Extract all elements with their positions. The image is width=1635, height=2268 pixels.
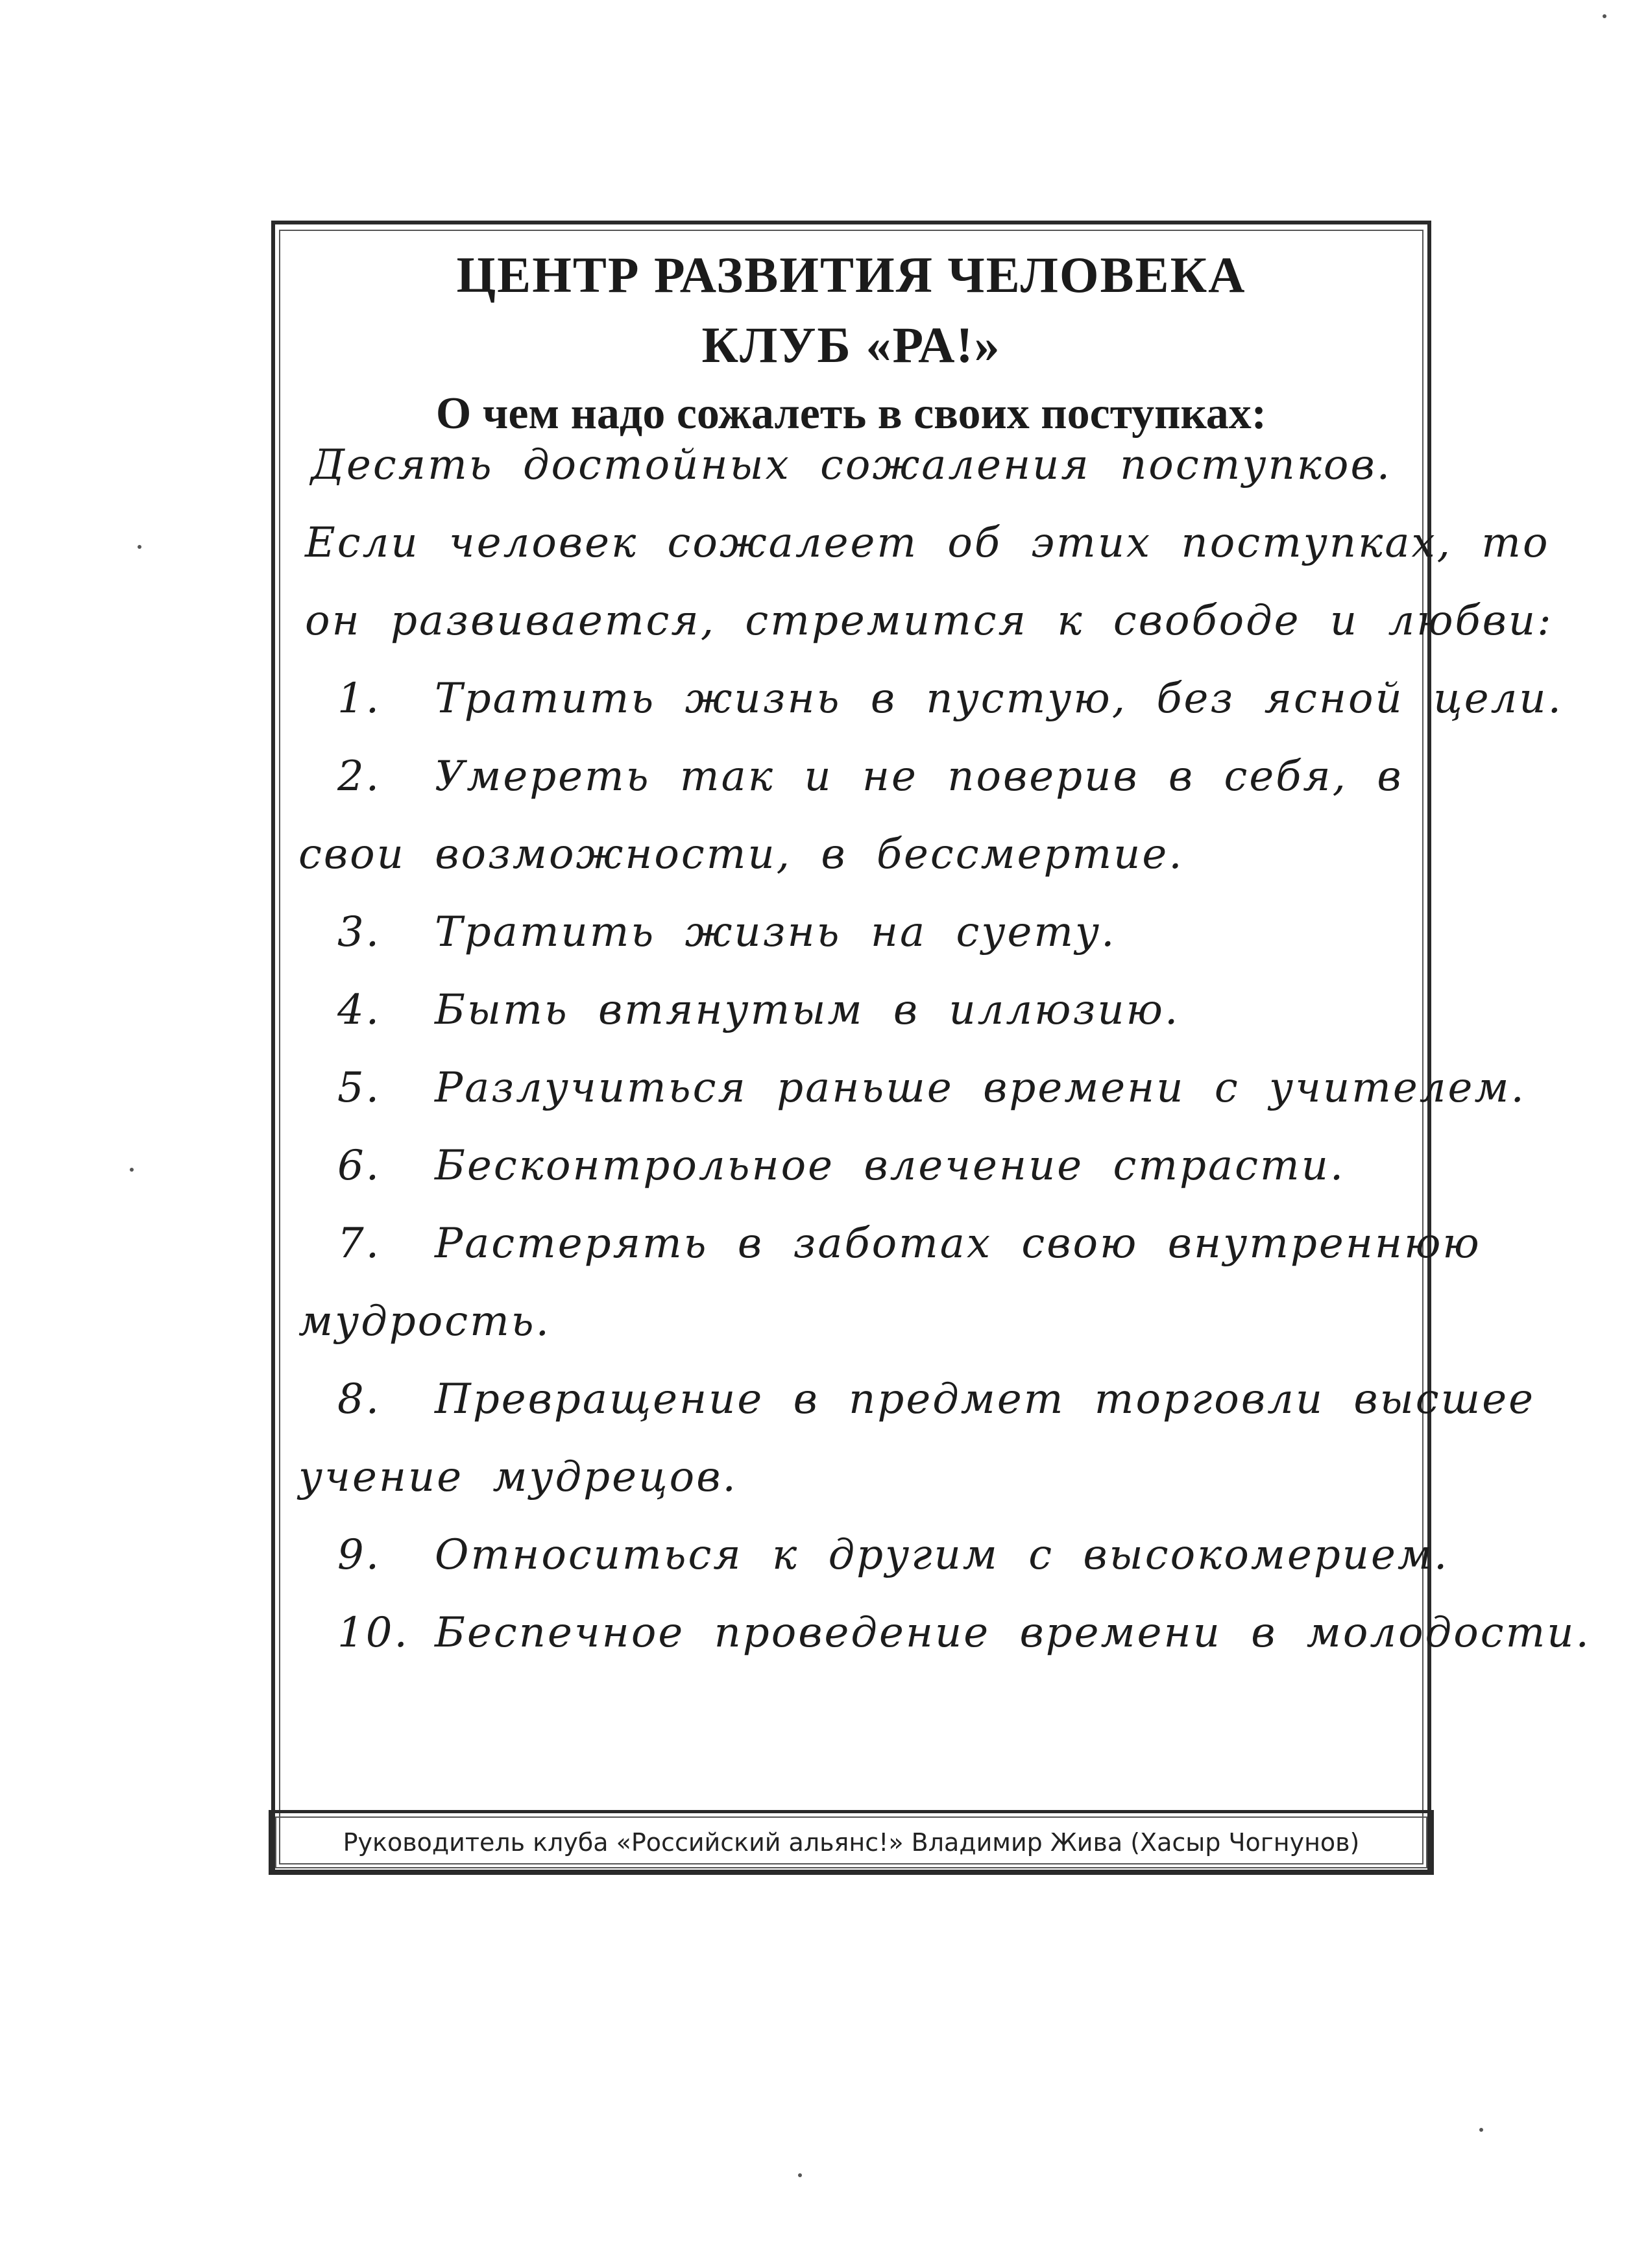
item-text: Разлучиться раньше времени с учителем. <box>435 1064 1526 1112</box>
item-text: Быть втянутым в иллюзию. <box>435 986 1180 1034</box>
header-title: ЦЕНТР РАЗВИТИЯ ЧЕЛОВЕКА <box>456 247 1246 303</box>
list-item <box>337 753 1427 801</box>
list-item <box>337 908 1427 956</box>
item-number: 4. <box>337 986 382 1034</box>
item-number: 7. <box>337 1220 382 1268</box>
list-item <box>337 675 1563 723</box>
scan-speck <box>130 1168 134 1172</box>
list-item <box>337 1609 1591 1657</box>
item-number: 10. <box>337 1609 409 1657</box>
item-text: Тратить жизнь на суету. <box>435 908 1117 956</box>
list-item <box>337 1531 1449 1579</box>
header-subtitle: О чем надо сожалеть в своих поступках: <box>435 389 1267 439</box>
item-text: Беспечное проведение времени в молодости. <box>435 1609 1591 1657</box>
item-number: 3. <box>337 908 382 956</box>
intro-heading: Десять достойных сожаления поступков. <box>310 441 1392 489</box>
item-number: 5. <box>337 1064 382 1112</box>
header <box>285 240 1417 448</box>
scan-speck <box>138 545 141 549</box>
intro-line: он развивается, стремится к свободе и любви: <box>305 597 1553 645</box>
footer-signature: Руководитель клуба «Российский альянс!» Владимир Жива (Хасыр Чогнунов) <box>275 1816 1427 1868</box>
list-item <box>337 1375 1535 1423</box>
list-item <box>337 1220 1481 1268</box>
item-number: 8. <box>337 1375 382 1423</box>
item-number: 9. <box>337 1531 382 1579</box>
item-text: Умереть так и не поверив в себя, в <box>435 753 1403 801</box>
list-item <box>337 1142 1427 1190</box>
header-club: КЛУБ «РА!» <box>701 317 1001 373</box>
item-text: Тратить жизнь в пустую, без ясной цели. <box>435 675 1563 723</box>
intro-line: Если человек сожалеет об этих поступках, то <box>305 519 1550 567</box>
item-text: Бесконтрольное влечение страсти. <box>435 1142 1346 1190</box>
list-item <box>337 1064 1526 1112</box>
scan-speck <box>1479 2128 1483 2132</box>
item-text: Превращение в предмет торговли высшее <box>435 1375 1535 1423</box>
item-text: Относиться к другим с высокомерием. <box>435 1531 1449 1579</box>
item-number: 6. <box>337 1142 382 1190</box>
list-item-continuation: учение мудрецов. <box>298 1453 738 1501</box>
list-item-continuation: свои возможности, в бессмертие. <box>298 830 1184 878</box>
scan-speck <box>798 2173 802 2177</box>
list-item-continuation: мудрость. <box>298 1297 551 1345</box>
scan-speck <box>1603 14 1606 18</box>
item-number: 2. <box>337 753 382 801</box>
item-number: 1. <box>337 675 382 723</box>
list-item <box>337 986 1427 1034</box>
item-text: Растерять в заботах свою внутреннюю <box>435 1220 1481 1268</box>
